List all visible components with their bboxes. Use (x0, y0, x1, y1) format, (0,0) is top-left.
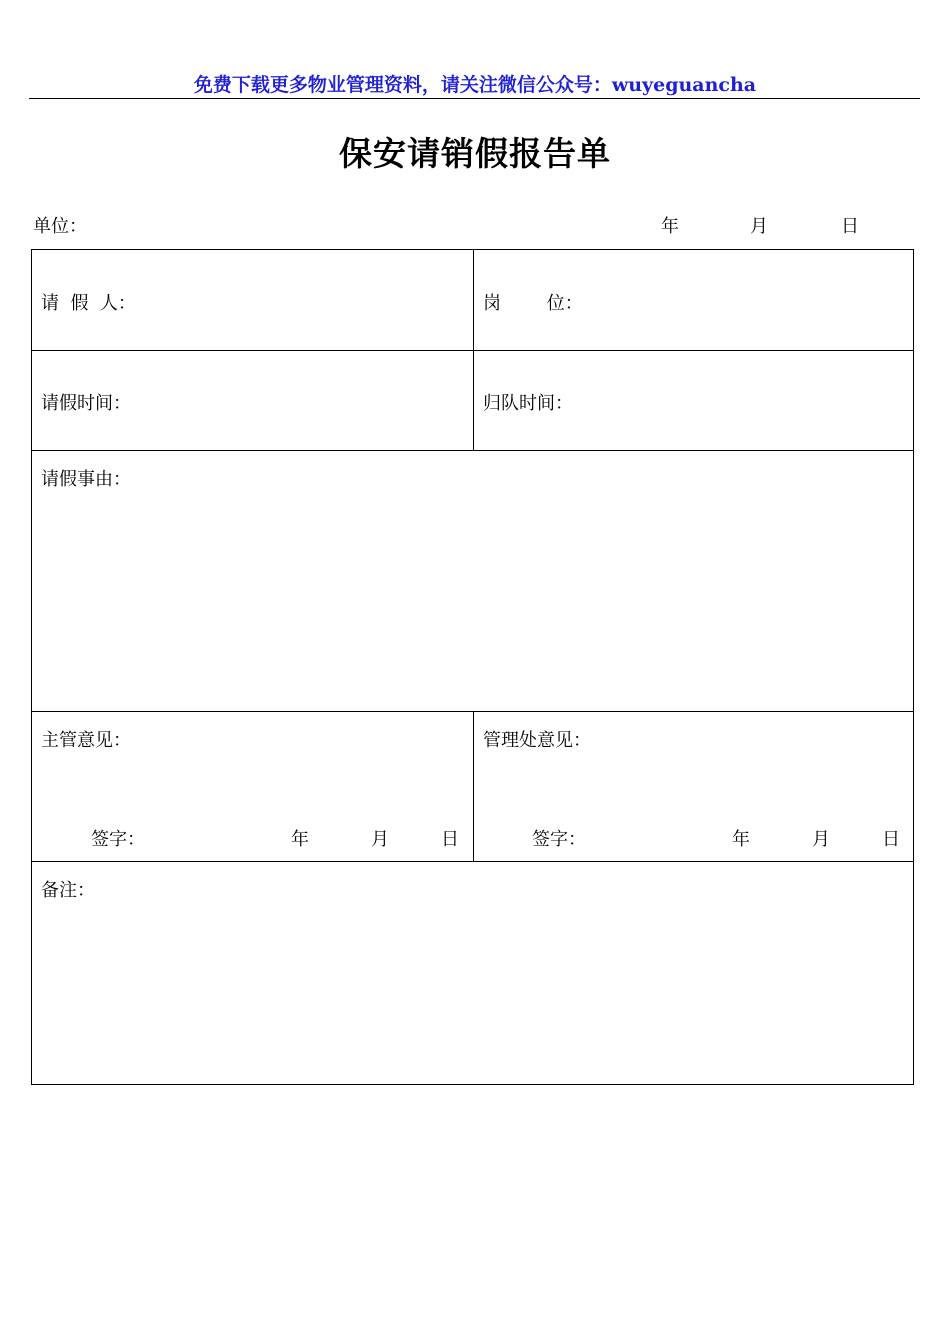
supervisor-opinion-label: 主管意见： (41, 730, 131, 751)
header-promo-text: 免费下载更多物业管理资料，请关注微信公众号：wuyeguancha (193, 74, 757, 96)
reason-label: 请假事由： (41, 469, 131, 490)
supervisor-signature-label: 签字： (91, 829, 145, 850)
return-time-label: 归队时间： (483, 393, 573, 414)
header-divider (29, 98, 920, 99)
form-row-divider (32, 450, 913, 451)
page-title: 保安请销假报告单 (339, 134, 611, 173)
supervisor-date-month: 月 (371, 829, 389, 850)
management-opinion-label: 管理处意见： (483, 730, 591, 751)
applicant-label: 请 假 人： (41, 293, 136, 314)
management-date-day: 日 (882, 829, 900, 850)
management-signature-label: 签字： (532, 829, 586, 850)
leave-report-form (31, 249, 914, 1085)
date-month-label: 月 (750, 216, 768, 237)
management-date-year: 年 (732, 829, 750, 850)
remarks-label: 备注： (41, 880, 95, 901)
date-day-label: 日 (841, 216, 859, 237)
supervisor-date-day: 日 (441, 829, 459, 850)
date-year-label: 年 (661, 216, 679, 237)
form-column-divider (473, 250, 474, 450)
unit-label: 单位： (33, 216, 87, 237)
leave-time-label: 请假时间： (41, 393, 131, 414)
supervisor-date-year: 年 (291, 829, 309, 850)
management-date-month: 月 (812, 829, 830, 850)
form-column-divider (473, 711, 474, 861)
form-row-divider (32, 861, 913, 862)
position-label: 岗 位： (483, 293, 583, 314)
